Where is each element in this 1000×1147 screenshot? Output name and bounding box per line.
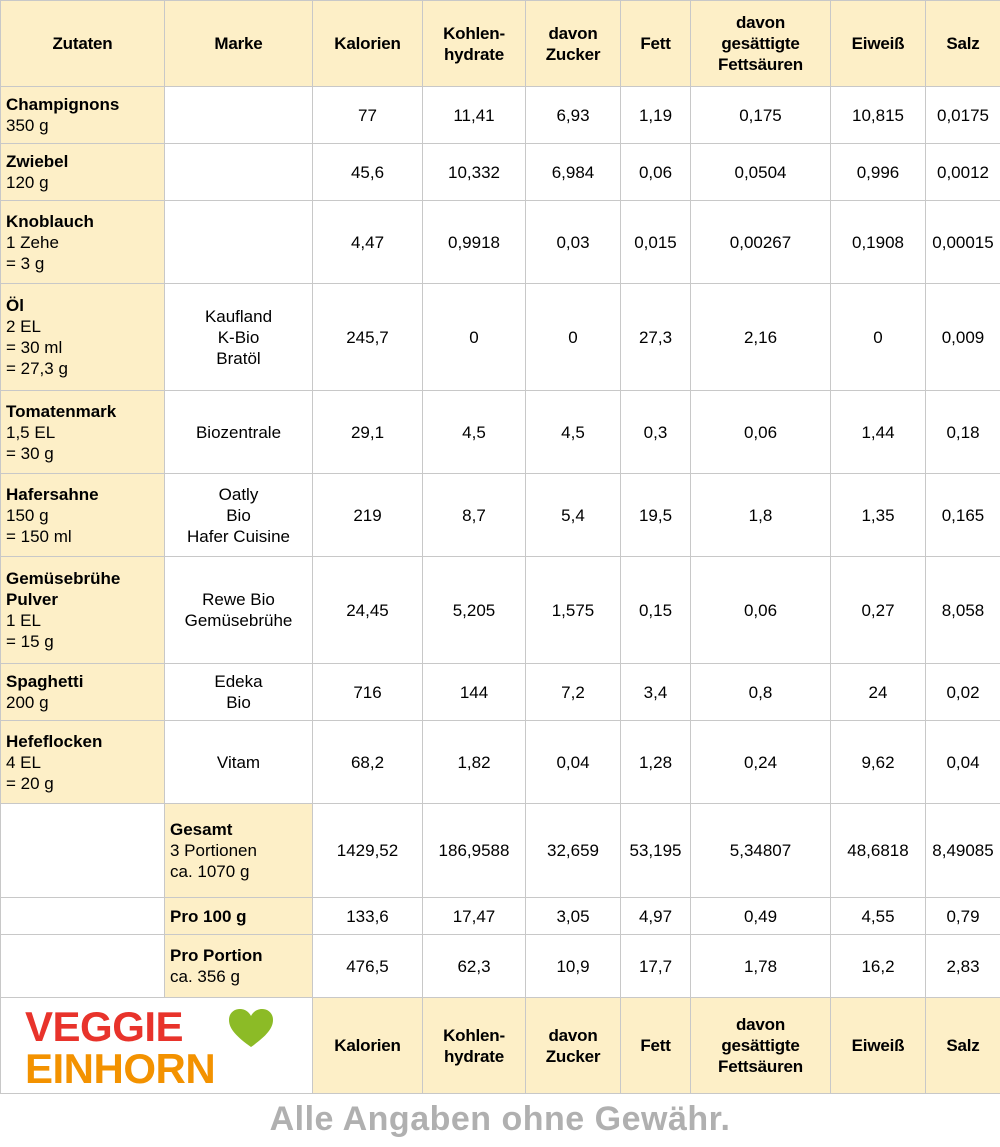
veggie-einhorn-logo [1,999,311,1093]
header-eiweiss: Eiweiß [831,1,926,87]
total-eiweiss: 16,2 [831,935,926,998]
value-zucker: 6,93 [526,87,621,144]
ingredient-name: Hefeflocken [6,731,103,751]
brand-line: Gemüsebrühe [184,611,293,630]
ingredient-cell [1,201,165,284]
value-salz: 0,165 [926,474,1000,557]
value-eiweiss: 10,815 [831,87,926,144]
header-salz: Salz [926,1,1000,87]
brand-line: Kaufland [204,306,273,326]
total-zucker: 10,9 [526,935,621,998]
ingredient-name: Champignons [6,95,120,114]
value-zucker: 5,4 [526,474,621,557]
bottom-header-row [1,998,1000,1094]
value-fett: 19,5 [621,474,691,557]
total-kalorien: 476,5 [313,935,423,998]
value-fett: 0,06 [621,144,691,201]
ingredient-amount: 1 EL [6,611,41,630]
value-salz: 0,0012 [926,144,1000,201]
header-zucker-line: davon [548,1025,598,1045]
value-salz: 0,02 [926,664,1000,721]
header-zucker-line: davon [548,23,598,43]
totals-name: Pro 100 g [170,906,247,926]
value-fett: 0,015 [621,201,691,284]
empty-cell [1,898,165,935]
ingredient-row [1,391,1000,474]
totals-name: Pro Portion [170,946,263,965]
header-kohlenhydrate-line: hydrate [443,44,504,64]
brand-line: Bio [226,693,251,712]
ingredient-amount: 2 EL [6,317,41,336]
disclaimer-text: Alle Angaben ohne Gewähr. [269,1100,731,1138]
header-marke: Marke [165,1,313,87]
ingredient-name: Spaghetti [6,672,84,691]
ingredient-cell [1,284,165,391]
value-eiweiss: 0,27 [831,557,926,664]
logo-cell [1,998,313,1094]
ingredient-name: Öl [6,296,24,315]
header-kohlenhydrate [423,1,526,87]
total-kohlenhydrate: 62,3 [423,935,526,998]
header-kohlenhydrate-line: Kohlen- [443,1025,505,1045]
logo-line-veggie: VEGGIE [25,1002,184,1050]
ingredient-amount: 120 g [6,173,49,192]
value-kohlenhydrate: 4,5 [423,391,526,474]
brand-line: Biozentrale [195,422,282,442]
value-kohlenhydrate: 11,41 [423,87,526,144]
total-gesaettigte: 5,34807 [691,804,831,898]
ingredient-name: Knoblauch [6,211,94,231]
header-eiweiss: Eiweiß [831,998,926,1094]
header-zucker [526,1,621,87]
value-zucker: 1,575 [526,557,621,664]
ingredient-cell [1,664,165,721]
ingredient-amount: = 30 g [6,443,54,463]
ingredient-row [1,557,1000,664]
value-salz: 0,00015 [926,201,1000,284]
total-kalorien: 133,6 [313,898,423,935]
ingredient-amount: = 15 g [6,632,54,651]
total-eiweiss: 48,6818 [831,804,926,898]
value-zucker: 6,984 [526,144,621,201]
total-gesaettigte: 1,78 [691,935,831,998]
ingredient-row [1,664,1000,721]
value-fett: 27,3 [621,284,691,391]
value-gesaettigte: 0,06 [691,557,831,664]
totals-label [165,804,313,898]
header-gesaettigte-line: davon [735,1015,786,1034]
value-gesaettigte: 0,0504 [691,144,831,201]
total-kalorien: 1429,52 [313,804,423,898]
value-eiweiss: 1,44 [831,391,926,474]
value-eiweiss: 0,996 [831,144,926,201]
value-salz: 0,04 [926,721,1000,804]
header-kohlenhydrate-line: Kohlen- [443,23,505,43]
value-eiweiss: 1,35 [831,474,926,557]
value-kalorien: 24,45 [313,557,423,664]
header-gesaettigte [691,1,831,87]
ingredient-amount: 1,5 EL [6,422,56,442]
brand-cell [165,391,313,474]
header-kohlenhydrate [423,998,526,1094]
ingredient-amount: = 27,3 g [6,359,68,378]
value-kalorien: 4,47 [313,201,423,284]
total-salz: 0,79 [926,898,1000,935]
totals-label [165,935,313,998]
value-salz: 0,0175 [926,87,1000,144]
value-gesaettigte: 0,06 [691,391,831,474]
value-salz: 0,18 [926,391,1000,474]
header-kohlenhydrate-line: hydrate [443,1046,504,1066]
header-gesaettigte-line: Fettsäuren [718,55,803,74]
ingredient-cell [1,87,165,144]
ingredient-amount: = 3 g [6,253,45,273]
brand-line: Rewe Bio [202,590,275,609]
header-gesaettigte-line: gesättigte [721,34,800,53]
total-fett: 4,97 [621,898,691,935]
value-zucker: 0 [526,284,621,391]
value-gesaettigte: 0,00267 [691,201,831,284]
ingredient-amount: 200 g [6,693,49,712]
ingredient-row [1,144,1000,201]
total-salz: 8,49085 [926,804,1000,898]
ingredient-cell [1,721,165,804]
ingredient-cell [1,391,165,474]
ingredient-amount: = 30 ml [6,338,63,357]
ingredient-amount: 4 EL [6,752,41,772]
total-eiweiss: 4,55 [831,898,926,935]
ingredient-amount: 150 g [6,505,49,525]
empty-cell [1,804,165,898]
brand-cell [165,201,313,284]
ingredient-row [1,474,1000,557]
total-zucker: 3,05 [526,898,621,935]
value-fett: 1,19 [621,87,691,144]
ingredient-name: Tomatenmark [6,401,117,421]
value-zucker: 7,2 [526,664,621,721]
value-fett: 0,15 [621,557,691,664]
ingredient-cell [1,144,165,201]
brand-line: Bio [226,505,251,525]
totals-detail: ca. 1070 g [170,862,250,881]
ingredient-name: Gemüsebrühe Pulver [6,569,121,609]
header-zucker [526,998,621,1094]
empty-cell [1,935,165,998]
ingredient-cell [1,557,165,664]
totals-name: Gesamt [170,820,233,839]
brand-cell [165,144,313,201]
value-kalorien: 219 [313,474,423,557]
ingredient-row [1,87,1000,144]
value-kalorien: 245,7 [313,284,423,391]
value-eiweiss: 0 [831,284,926,391]
ingredient-cell [1,474,165,557]
value-kalorien: 68,2 [313,721,423,804]
value-fett: 1,28 [621,721,691,804]
value-salz: 8,058 [926,557,1000,664]
ingredient-amount: 1 Zehe [6,232,59,252]
value-zucker: 0,03 [526,201,621,284]
ingredient-name: Zwiebel [6,152,69,171]
value-eiweiss: 24 [831,664,926,721]
value-zucker: 4,5 [526,391,621,474]
value-kalorien: 45,6 [313,144,423,201]
brand-cell [165,721,313,804]
total-zucker: 32,659 [526,804,621,898]
value-eiweiss: 0,1908 [831,201,926,284]
header-row [1,1,1000,87]
value-gesaettigte: 1,8 [691,474,831,557]
totals-detail: ca. 356 g [170,967,240,986]
brand-line: Vitam [216,752,261,772]
value-gesaettigte: 0,8 [691,664,831,721]
header-gesaettigte-line: davon [735,13,786,32]
value-kohlenhydrate: 1,82 [423,721,526,804]
totals-row [1,935,1000,998]
brand-cell [165,474,313,557]
total-salz: 2,83 [926,935,1000,998]
value-zucker: 0,04 [526,721,621,804]
totals-detail: 3 Portionen [170,841,257,860]
ingredient-amount: = 20 g [6,773,54,793]
header-gesaettigte [691,998,831,1094]
total-kohlenhydrate: 186,9588 [423,804,526,898]
brand-cell [165,664,313,721]
value-salz: 0,009 [926,284,1000,391]
ingredient-amount: = 150 ml [6,526,72,546]
ingredient-row [1,201,1000,284]
header-salz: Salz [926,998,1000,1094]
header-fett: Fett [621,1,691,87]
total-fett: 53,195 [621,804,691,898]
brand-line: Bratöl [216,348,261,368]
value-kohlenhydrate: 0,9918 [423,201,526,284]
value-kohlenhydrate: 10,332 [423,144,526,201]
ingredient-row [1,284,1000,391]
total-gesaettigte: 0,49 [691,898,831,935]
totals-row [1,804,1000,898]
brand-line: K-Bio [217,327,260,347]
value-gesaettigte: 0,175 [691,87,831,144]
value-fett: 0,3 [621,391,691,474]
ingredient-name: Hafersahne [6,484,99,504]
brand-line: Hafer Cuisine [187,526,290,546]
value-gesaettigte: 0,24 [691,721,831,804]
value-kohlenhydrate: 8,7 [423,474,526,557]
value-gesaettigte: 2,16 [691,284,831,391]
ingredient-row [1,721,1000,804]
header-zucker-line: Zucker [545,1046,601,1066]
total-fett: 17,7 [621,935,691,998]
value-kohlenhydrate: 5,205 [423,557,526,664]
total-kohlenhydrate: 17,47 [423,898,526,935]
value-kalorien: 29,1 [313,391,423,474]
header-zutaten: Zutaten [1,1,165,87]
brand-line: Oatly [218,484,259,504]
header-gesaettigte-line: Fettsäuren [718,1057,803,1076]
value-eiweiss: 9,62 [831,721,926,804]
totals-label [165,898,313,935]
brand-cell [165,284,313,391]
header-kalorien: Kalorien [313,998,423,1094]
header-fett: Fett [621,998,691,1094]
brand-cell [165,87,313,144]
ingredient-amount: 350 g [6,116,49,135]
brand-cell [165,557,313,664]
header-kalorien: Kalorien [313,1,423,87]
value-kohlenhydrate: 144 [423,664,526,721]
value-fett: 3,4 [621,664,691,721]
value-kohlenhydrate: 0 [423,284,526,391]
header-gesaettigte-line: gesättigte [721,1036,800,1055]
heart-icon [227,1007,275,1049]
brand-line: Edeka [214,672,263,691]
value-kalorien: 77 [313,87,423,144]
header-zucker-line: Zucker [545,44,601,64]
logo-line-einhorn: EINHORN [25,1044,216,1092]
totals-row [1,898,1000,935]
value-kalorien: 716 [313,664,423,721]
